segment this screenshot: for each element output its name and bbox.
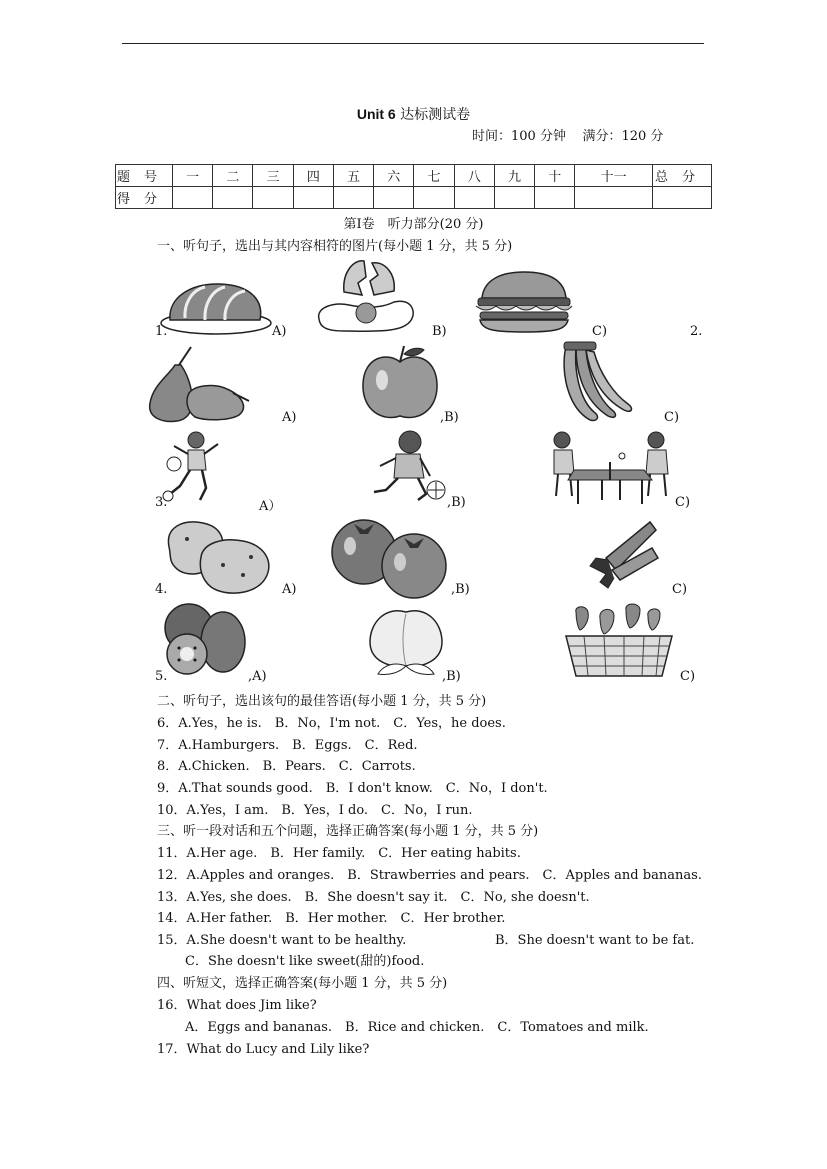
- broken-egg-icon: [314, 257, 418, 335]
- q3-option-c[interactable]: C): [675, 495, 691, 510]
- score-cell[interactable]: [575, 187, 653, 209]
- score-cell[interactable]: [535, 187, 575, 209]
- question-15-a: 15．A.She doesn't want to be healthy.: [157, 933, 407, 948]
- column-header: 二: [213, 165, 253, 187]
- q3-option-b[interactable]: ,B): [447, 495, 466, 510]
- q2-number: 2.: [690, 324, 703, 339]
- hamburger-icon: [474, 270, 574, 334]
- q5-option-c[interactable]: C): [680, 669, 696, 684]
- q2-option-b[interactable]: ,B): [440, 410, 459, 425]
- question-6: 6．A.Yes，he is. B．No，I'm not. C．Yes，he does.: [157, 716, 506, 731]
- full-score: 满分：120 分: [582, 129, 664, 144]
- row-label-question: 题号: [116, 165, 173, 187]
- tomatoes-icon: [330, 516, 450, 598]
- q2-option-c[interactable]: C): [664, 410, 680, 425]
- question-8: 8．A.Chicken. B．Pears. C．Carrots.: [157, 759, 416, 774]
- score-cell[interactable]: [253, 187, 293, 209]
- question-11: 11．A.Her age. B．Her family. C．Her eating habits.: [157, 846, 521, 861]
- score-cell[interactable]: [374, 187, 414, 209]
- question-7: 7．A.Hamburgers. B．Eggs. C．Red.: [157, 738, 418, 753]
- page-title: Unit 6 达标测试卷: [356, 106, 471, 123]
- column-header: 九: [494, 165, 534, 187]
- kiwi-icon: [163, 602, 247, 678]
- time-limit: 时间：100 分钟: [472, 129, 566, 144]
- column-header: 十一: [575, 165, 653, 187]
- question-10: 10．A.Yes，I am. B．Yes，I do. C．No，I run.: [157, 803, 473, 818]
- score-table: [115, 164, 712, 209]
- q3-option-a[interactable]: A）: [259, 499, 282, 514]
- section3-title: 三、听一段对话和五个问题，选择正确答案(每小题 1 分，共 5 分): [157, 824, 539, 839]
- q5-number: 5.: [155, 669, 168, 684]
- score-cell[interactable]: [213, 187, 253, 209]
- q1-number: 1.: [155, 324, 168, 339]
- pears-icon: [145, 345, 253, 423]
- question-13: 13．A.Yes, she does. B．She doesn't say it. C．No, she doesn't.: [157, 890, 590, 905]
- boy-football-icon: [160, 430, 224, 504]
- boy-basketball-icon: [368, 428, 448, 504]
- column-header: 四: [293, 165, 333, 187]
- q4-option-a[interactable]: A): [282, 582, 297, 597]
- question-15-c: C．She doesn't like sweet(甜的)food.: [185, 954, 425, 969]
- column-header: 一: [173, 165, 213, 187]
- column-total: 总分: [653, 165, 712, 187]
- column-header: 五: [333, 165, 373, 187]
- q5-option-a[interactable]: ,A): [248, 669, 267, 684]
- question-17: 17．What do Lucy and Lily like?: [157, 1042, 370, 1057]
- time-score-info: [472, 125, 663, 144]
- column-header: 八: [454, 165, 494, 187]
- section2-title: 二、听句子，选出该句的最佳答语(每小题 1 分，共 5 分): [157, 694, 487, 709]
- q2-option-a[interactable]: A): [282, 410, 297, 425]
- q1-option-a[interactable]: A): [272, 324, 287, 339]
- column-header: 七: [414, 165, 454, 187]
- potatoes-icon: [163, 517, 275, 597]
- score-cell[interactable]: [293, 187, 333, 209]
- question-16: 16．What does Jim like?: [157, 998, 317, 1013]
- row-label-score: 得分: [116, 187, 173, 209]
- column-header: 十: [535, 165, 575, 187]
- bananas-icon: [558, 342, 636, 422]
- ping-pong-icon: [544, 430, 676, 506]
- question-14: 14．A.Her father. B．Her mother. C．Her brother.: [157, 911, 506, 926]
- peach-icon: [366, 604, 446, 678]
- q5-option-b[interactable]: ,B): [442, 669, 461, 684]
- section1-title: 一、听句子，选出与其内容相符的图片(每小题 1 分，共 5 分): [157, 239, 513, 254]
- q3-number: 3.: [155, 495, 168, 510]
- top-rule: [122, 43, 704, 44]
- score-cell[interactable]: [454, 187, 494, 209]
- question-12: 12．A.Apples and oranges. B．Strawberries and pears. C．Apples and bananas.: [157, 868, 702, 883]
- question-16-options: A．Eggs and bananas. B．Rice and chicken. C．Tomatoes and milk.: [185, 1020, 649, 1035]
- score-cell[interactable]: [173, 187, 213, 209]
- part1-title: 第Ⅰ卷 听力部分(20 分): [343, 217, 484, 232]
- score-cell[interactable]: [653, 187, 712, 209]
- q4-option-c[interactable]: C): [672, 582, 688, 597]
- question-9: 9．A.That sounds good. B．I don't know. C．No，I don't.: [157, 781, 548, 796]
- q4-number: 4.: [155, 582, 168, 597]
- q1-option-b[interactable]: B): [432, 324, 447, 339]
- column-header: 六: [374, 165, 414, 187]
- strawberry-basket-icon: [564, 602, 674, 682]
- score-table-header-row: [116, 165, 712, 187]
- question-15-b: B．She doesn't want to be fat.: [495, 933, 695, 948]
- score-cell[interactable]: [333, 187, 373, 209]
- score-cell[interactable]: [494, 187, 534, 209]
- carrots-icon: [586, 518, 660, 596]
- bread-icon: [160, 278, 272, 336]
- apple-icon: [360, 344, 440, 424]
- section4-title: 四、听短文，选择正确答案(每小题 1 分，共 5 分): [157, 976, 448, 991]
- column-header: 三: [253, 165, 293, 187]
- score-table-score-row: [116, 187, 712, 209]
- q1-option-c[interactable]: C): [592, 324, 608, 339]
- score-cell[interactable]: [414, 187, 454, 209]
- q4-option-b[interactable]: ,B): [451, 582, 470, 597]
